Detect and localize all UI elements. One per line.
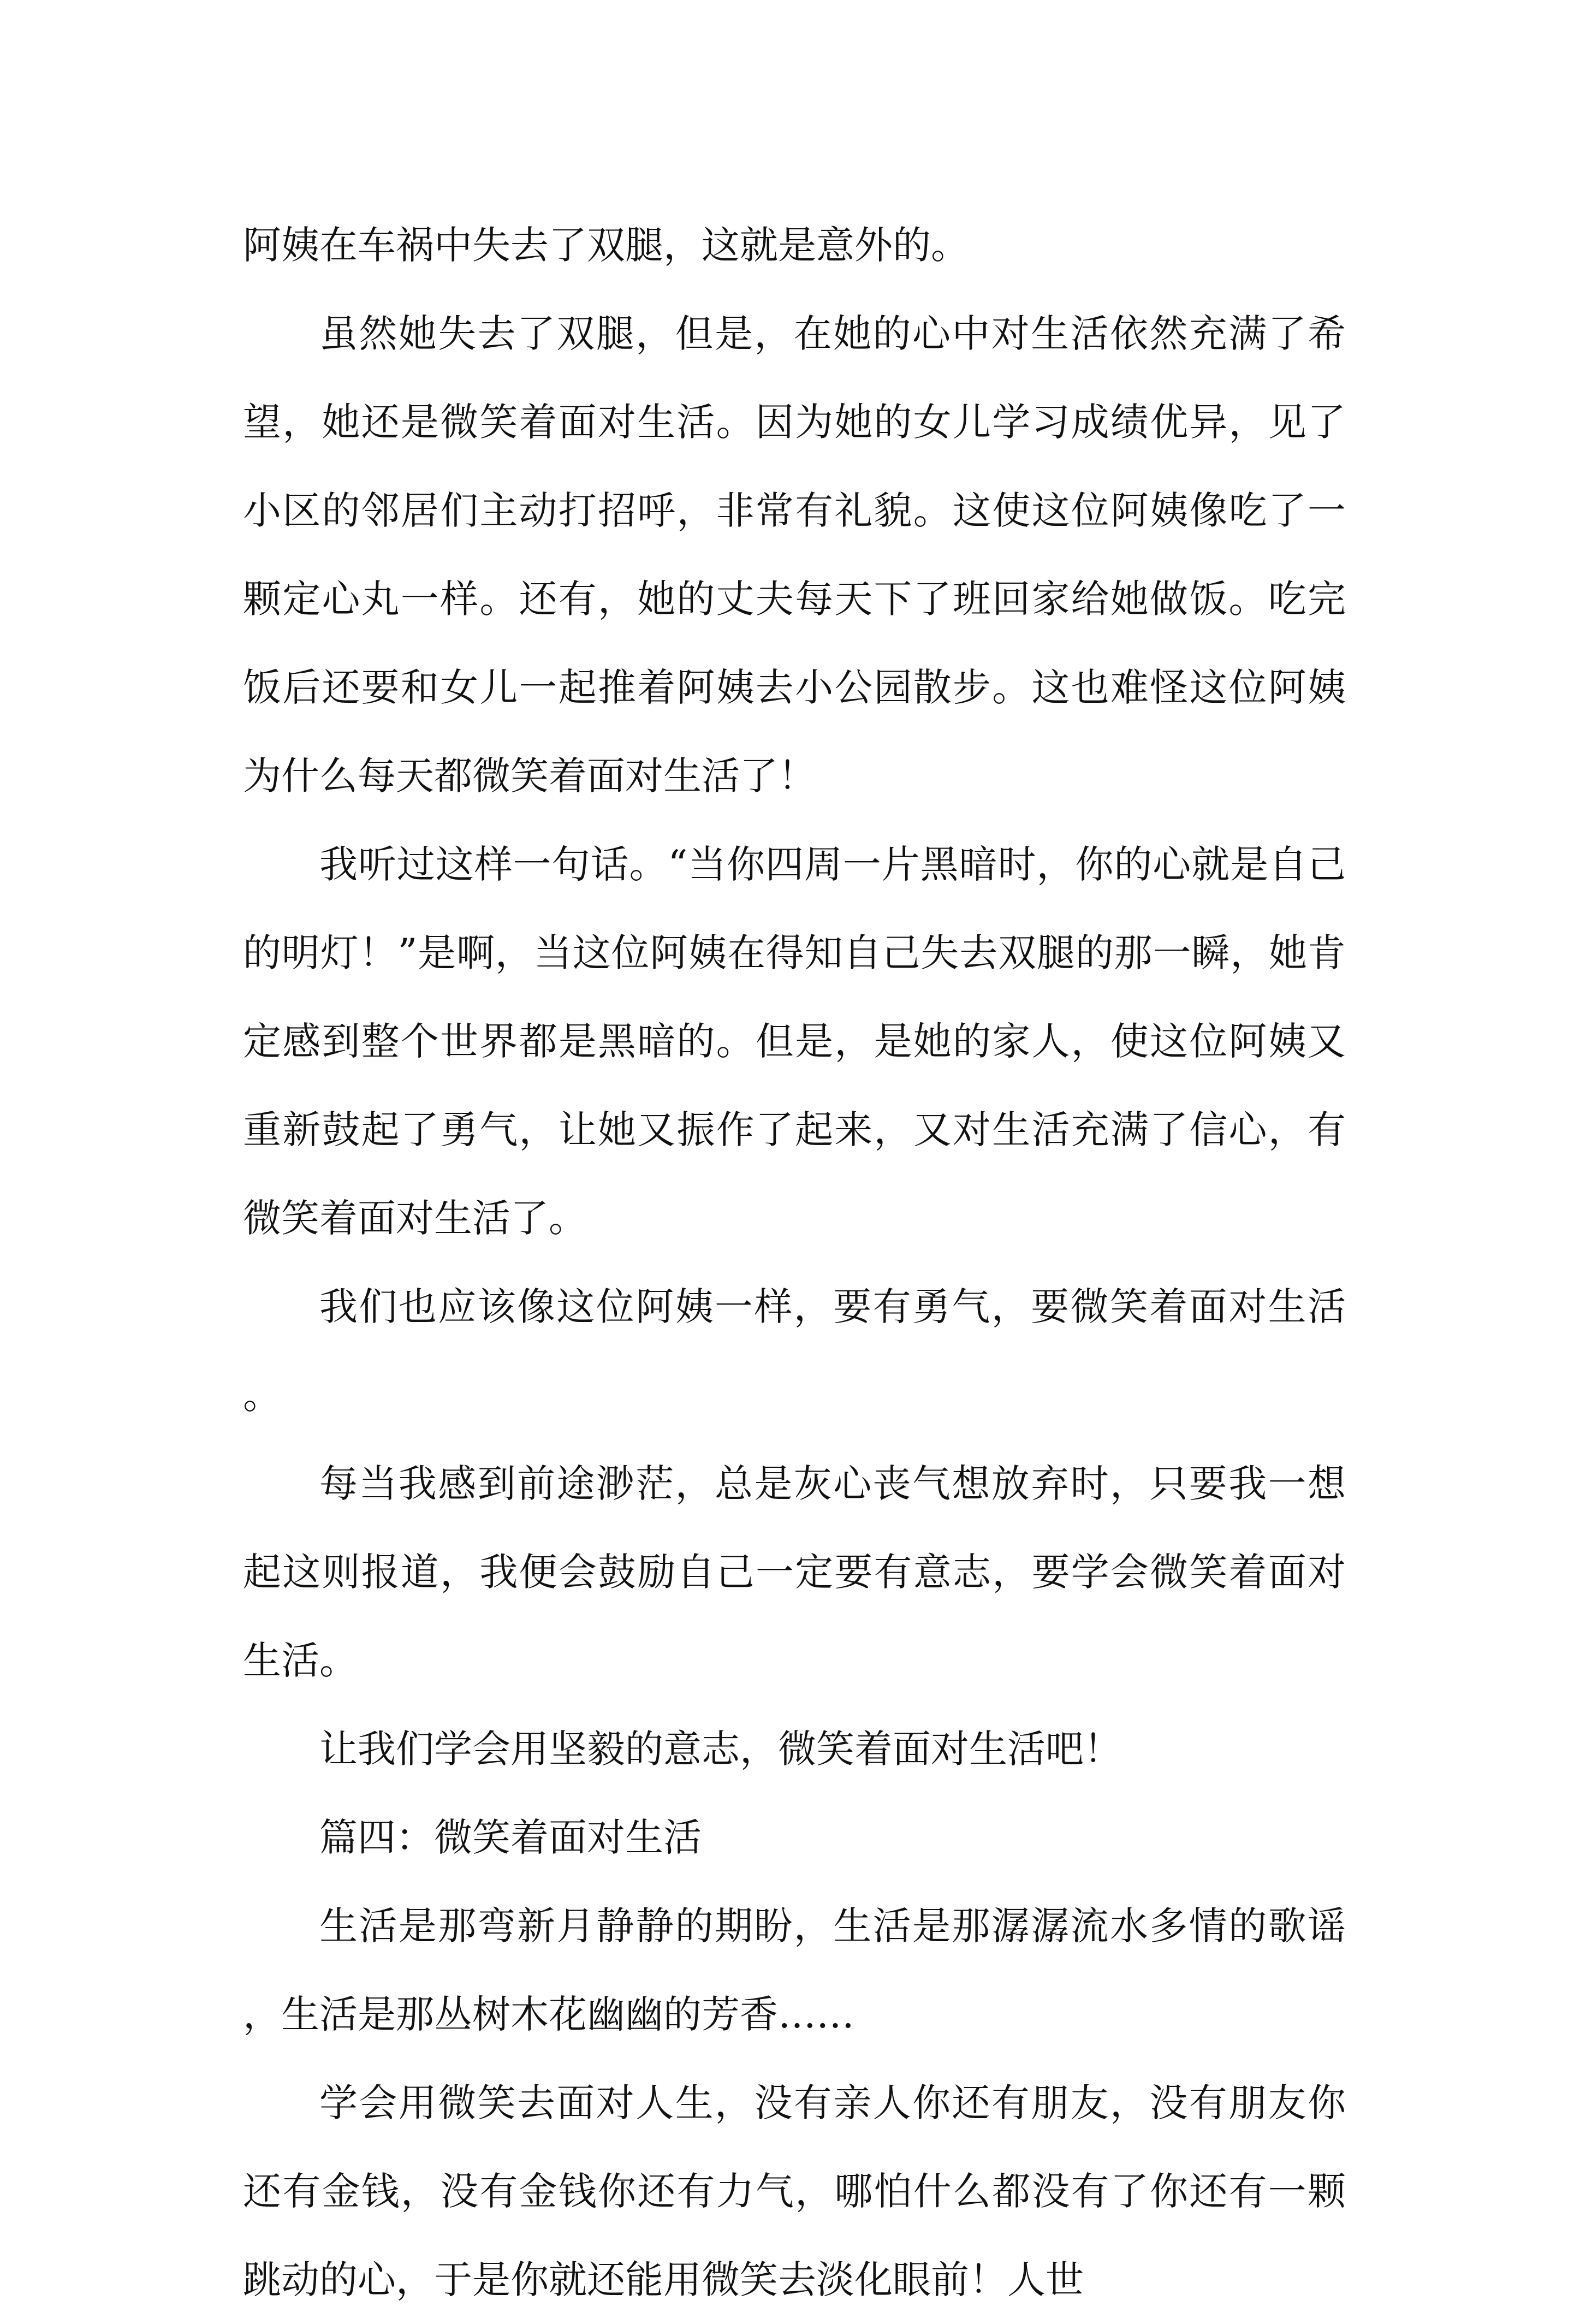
paragraph-5: 每当我感到前途渺茫，总是灰心丧气想放弃时，只要我一想起这则报道，我便会鼓励自己一定要有意志，要学会微笑着面对生活。 bbox=[243, 1461, 1346, 1683]
section-heading: 篇四：微笑着面对生活 bbox=[319, 1815, 702, 1860]
paragraph-2: 虽然她失去了双腿，但是，在她的心中对生活依然充满了希望，她还是微笑着面对生活。因为她的女儿学习成绩优异，见了小区的邻居们主动打招呼，非常有礼貌。这使这位阿姨像吃了一颗定心丸一样。还有，她的丈夫每天下了班回家给她做饭。吃完饭后还要和女儿一起推着阿姨去小公园散步。这也难怪这位阿姨为什么每天都微笑着面对生活了！ bbox=[243, 311, 1346, 798]
paragraph-8: 学会用微笑去面对人生，没有亲人你还有朋友，没有朋友你还有金钱，没有金钱你还有力气，哪怕什么都没有了你还有一颗跳动的心，于是你就还能用微笑去淡化眼前！人世 bbox=[243, 2080, 1346, 2302]
paragraph-4: 我们也应该像这位阿姨一样，要有勇气，要微笑着面对生活。 bbox=[243, 1284, 1346, 1418]
paragraph-6: 让我们学会用坚毅的意志，微笑着面对生活吧！ bbox=[319, 1727, 1122, 1771]
paragraph-7: 生活是那弯新月静静的期盼，生活是那潺潺流水多情的歌谣，生活是那丛树木花幽幽的芳香…… bbox=[243, 1904, 1346, 2037]
document-body bbox=[243, 201, 1346, 2324]
paragraph-3: 我听过这样一句话。“当你四周一片黑暗时，你的心就是自己的明灯！”是啊，当这位阿姨在得知自己失去双腿的那一瞬，她肯定感到整个世界都是黑暗的。但是，是她的家人，使这位阿姨又重新鼓起了勇气，让她又振作了起来，又对生活充满了信心，有微笑着面对生活了。 bbox=[243, 842, 1346, 1241]
paragraph-1: 阿姨在车祸中失去了双腿，这就是意外的。 bbox=[243, 223, 969, 268]
